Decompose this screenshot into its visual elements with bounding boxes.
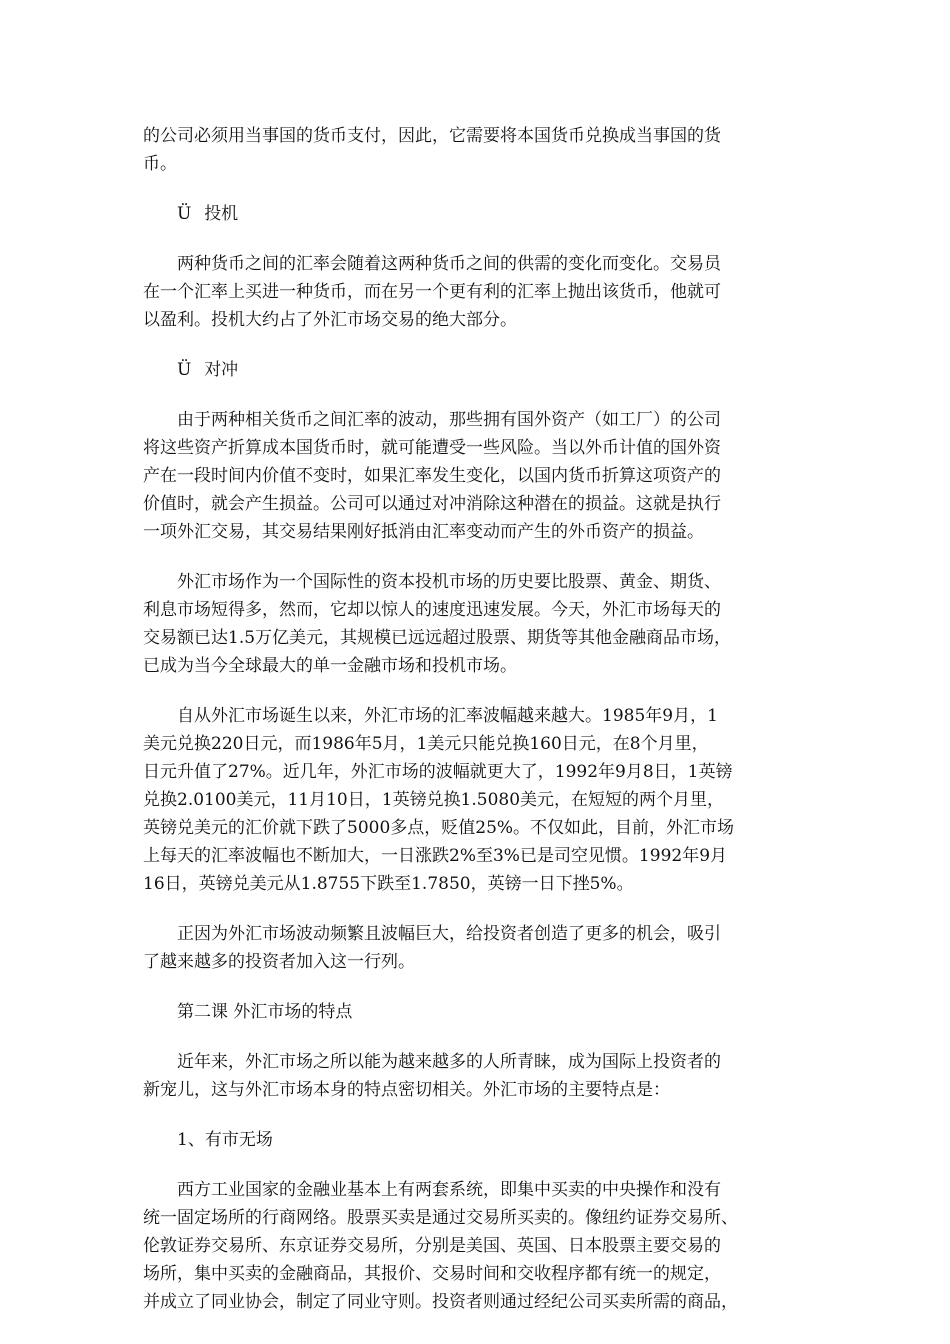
section-heading: 第二课 外汇市场的特点 — [177, 1002, 353, 1022]
section-heading: 1、有市无场 — [177, 1130, 273, 1150]
paragraph-line: 外汇市场作为一个国际性的资本投机市场的历史要比股票、黄金、期货、 — [177, 572, 721, 592]
bullet-text: 投机 — [204, 204, 239, 224]
paragraph-line: 在一个汇率上买进一种货币，而在另一个更有利的汇率上抛出该货币，他就可 — [143, 282, 721, 302]
paragraph — [143, 406, 803, 546]
paragraph — [143, 568, 803, 680]
paragraph — [143, 122, 803, 178]
paragraph-line: 近年来，外汇市场之所以能为越来越多的人所青睐，成为国际上投资者的 — [177, 1052, 721, 1072]
paragraph-line: 新宠儿，这与外汇市场本身的特点密切相关。外汇市场的主要特点是： — [143, 1080, 670, 1100]
paragraph-line: 并成立了同业协会，制定了同业守则。投资者则通过经纪公司买卖所需的商品， — [143, 1292, 738, 1312]
paragraph — [143, 1048, 803, 1104]
bullet-mark: Ü — [177, 204, 192, 224]
paragraph — [143, 920, 803, 976]
paragraph-line: 将这些资产折算成本国货币时，就可能遭受一些风险。当以外币计值的国外资 — [143, 438, 721, 458]
paragraph-line: 日元升值了27%。近几年，外汇市场的波幅就更大了，1992年9月8日，1英镑 — [143, 762, 733, 782]
paragraph — [143, 1176, 803, 1316]
paragraph — [143, 702, 803, 898]
paragraph-line: 西方工业国家的金融业基本上有两套系统，即集中买卖的中央操作和没有 — [177, 1180, 721, 1200]
paragraph-line: 了越来越多的投资者加入这一行列。 — [143, 952, 415, 972]
paragraph-line: 两种货币之间的汇率会随着这两种货币之间的供需的变化而变化。交易员 — [177, 254, 721, 274]
paragraph-line: 由于两种相关货币之间汇率的波动，那些拥有国外资产（如工厂）的公司 — [177, 410, 721, 430]
paragraph-line: 美元兑换220日元，而1986年5月，1美元只能兑换160日元，在8个月里， — [143, 734, 709, 754]
paragraph-line: 上每天的汇率波幅也不断加大，一日涨跌2%至3%已是司空见惯。1992年9月 — [143, 846, 728, 866]
bullet-mark: Ü — [177, 360, 192, 380]
paragraph-line: 自从外汇市场诞生以来，外汇市场的汇率波幅越来越大。1985年9月，1 — [177, 706, 718, 726]
paragraph-line: 16日，英镑兑美元从1.8755下跌至1.7850，英镑一日下挫5%。 — [143, 874, 634, 894]
paragraph-line: 兑换2.0100美元，11月10日，1英镑兑换1.5080美元，在短短的两个月里， — [143, 790, 725, 810]
paragraph-line: 英镑兑美元的汇价就下跌了5000多点，贬值25%。不仅如此，目前，外汇市场 — [143, 818, 735, 838]
paragraph-line: 正因为外汇市场波动频繁且波幅巨大，给投资者创造了更多的机会，吸引 — [177, 924, 721, 944]
paragraph-line: 以盈利。投机大约占了外汇市场交易的绝大部分。 — [143, 310, 517, 330]
paragraph-line: 已成为当今全球最大的单一金融市场和投机市场。 — [143, 656, 517, 676]
bullet-text: 对冲 — [204, 360, 239, 380]
paragraph-line: 场所，集中买卖的金融商品，其报价、交易时间和交收程序都有统一的规定， — [143, 1264, 721, 1284]
paragraph — [143, 250, 803, 334]
paragraph-line: 产在一段时间内价值不变时，如果汇率发生变化，以国内货币折算这项资产的 — [143, 466, 721, 486]
paragraph-line: 一项外汇交易，其交易结果刚好抵消由汇率变动而产生的外币资产的损益。 — [143, 522, 704, 542]
paragraph-line: 的公司必须用当事国的货币支付，因此，它需要将本国货币兑换成当事国的货 — [143, 126, 721, 146]
paragraph-line: 伦敦证券交易所、东京证券交易所，分别是美国、英国、日本股票主要交易的 — [143, 1236, 721, 1256]
bullet-heading — [143, 356, 803, 384]
paragraph-line: 价值时，就会产生损益。公司可以通过对冲消除这种潜在的损益。这就是执行 — [143, 494, 721, 514]
paragraph-line: 利息市场短得多，然而，它却以惊人的速度迅速发展。今天，外汇市场每天的 — [143, 600, 721, 620]
paragraph-line: 统一固定场所的行商网络。股票买卖是通过交易所买卖的。像纽约证券交易所、 — [143, 1208, 738, 1228]
paragraph-line: 交易额已达1.5万亿美元，其规模已远远超过股票、期货等其他金融商品市场， — [143, 628, 732, 648]
paragraph-line: 币。 — [143, 154, 177, 174]
document-body — [143, 122, 803, 1338]
bullet-heading — [143, 200, 803, 228]
